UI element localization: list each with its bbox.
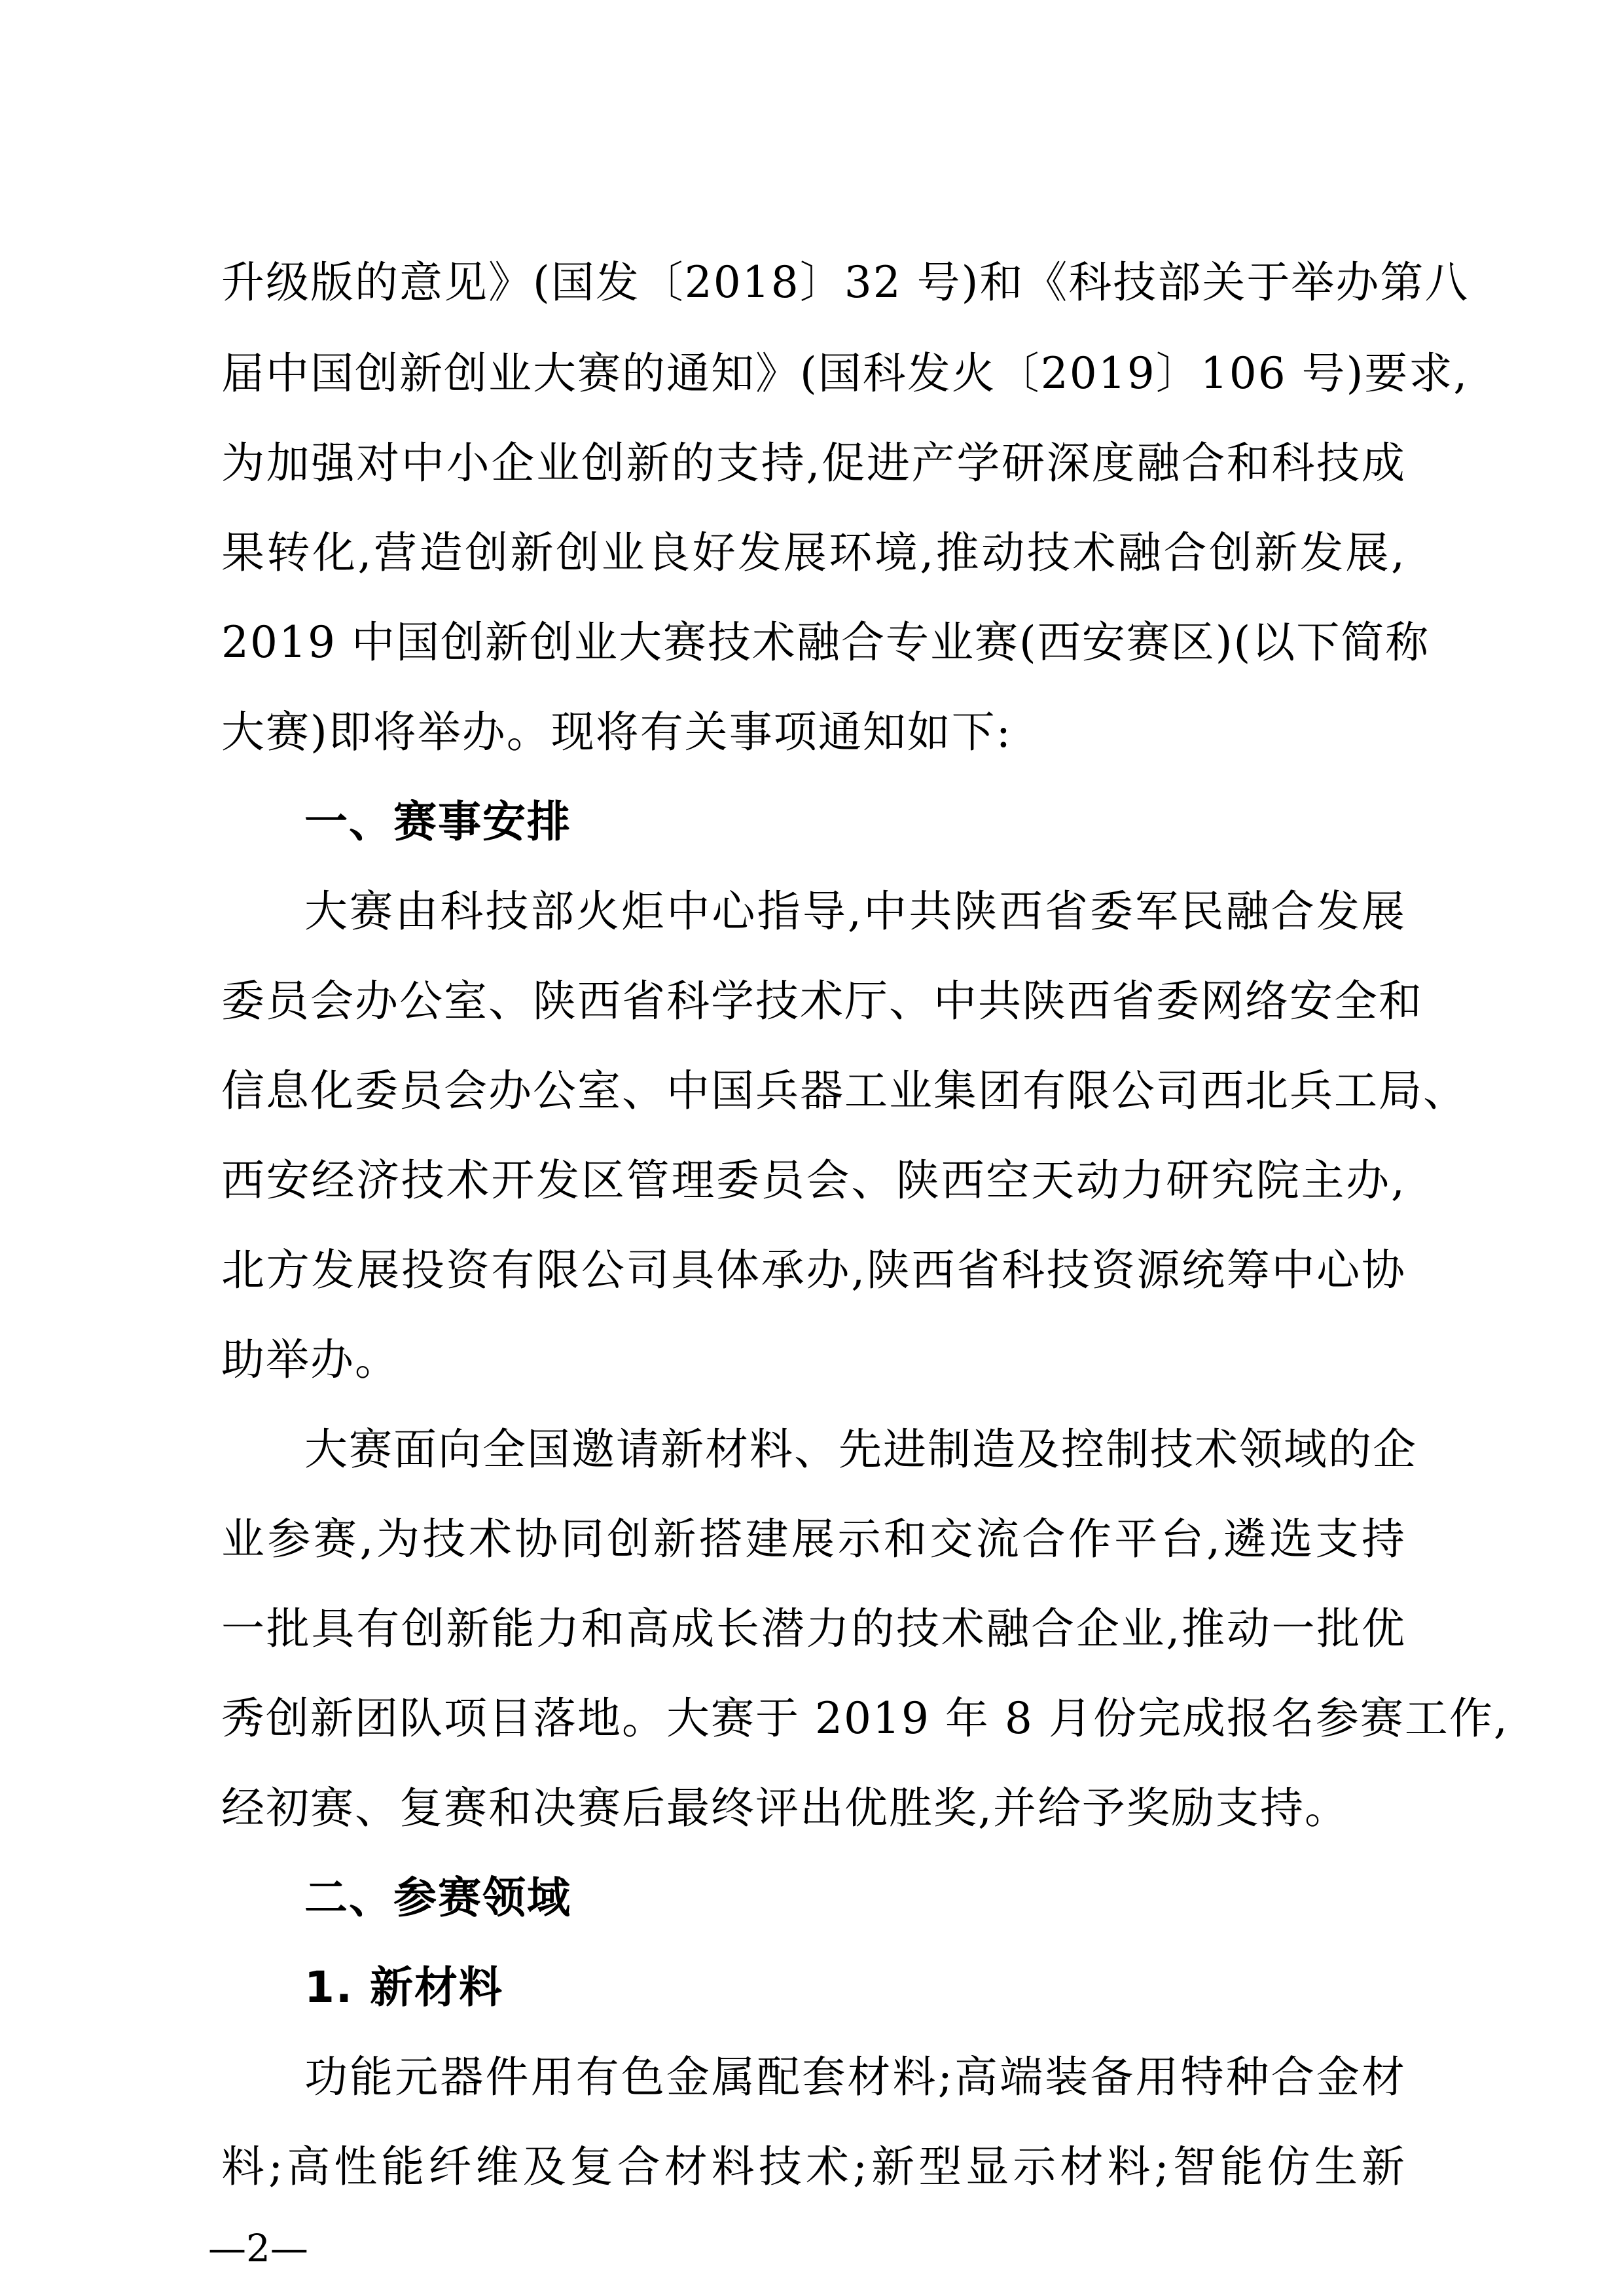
subsection-heading: 1. 新材料 xyxy=(304,1962,503,2013)
paragraph-line: 料;高性能纤维及复合材料技术;新型显示材料;智能仿生新 xyxy=(221,2142,1406,2192)
paragraph-line: 大赛)即将举办。现将有关事项通知如下: xyxy=(221,707,1012,757)
paragraph-line: 一批具有创新能力和高成长潜力的技术融合企业,推动一批优 xyxy=(221,1604,1406,1654)
page-number: —2— xyxy=(208,2226,308,2270)
section-heading: 二、参赛领域 xyxy=(304,1873,571,1923)
paragraph-line: 为加强对中小企业创新的支持,促进产学研深度融合和科技成 xyxy=(221,438,1406,488)
paragraph-line: 功能元器件用有色金属配套材料;高端装备用特种合金材 xyxy=(304,2052,1406,2102)
paragraph-line: 届中国创新创业大赛的通知》(国科发火〔2019〕106 号)要求, xyxy=(221,348,1469,399)
paragraph-line: 大赛由科技部火炬中心指导,中共陕西省委军民融合发展 xyxy=(304,886,1406,937)
paragraph-line: 业参赛,为技术协同创新搭建展示和交流合作平台,遴选支持 xyxy=(221,1514,1406,1564)
paragraph-line: 西安经济技术开发区管理委员会、陕西空天动力研究院主办, xyxy=(221,1155,1406,1206)
paragraph-line: 信息化委员会办公室、中国兵器工业集团有限公司西北兵工局、 xyxy=(221,1066,1468,1116)
paragraph-line: 大赛面向全国邀请新材料、先进制造及控制技术领域的企 xyxy=(304,1424,1417,1475)
paragraph-line: 委员会办公室、陕西省科学技术厅、中共陕西省委网络安全和 xyxy=(221,976,1423,1026)
paragraph-line: 果转化,营造创新创业良好发展环境,推动技术融合创新发展, xyxy=(221,528,1406,578)
paragraph-line: 助举办。 xyxy=(221,1335,399,1385)
paragraph-line: 北方发展投资有限公司具体承办,陕西省科技资源统筹中心协 xyxy=(221,1245,1406,1295)
section-heading: 一、赛事安排 xyxy=(304,797,571,847)
paragraph-line: 2019 中国创新创业大赛技术融合专业赛(西安赛区)(以下简称 xyxy=(221,617,1430,668)
paragraph-line: 升级版的意见》(国发〔2018〕32 号)和《科技部关于举办第八 xyxy=(221,257,1470,308)
paragraph-line: 经初赛、复赛和决赛后最终评出优胜奖,并给予奖励支持。 xyxy=(221,1783,1349,1833)
paragraph-line: 秀创新团队项目落地。大赛于 2019 年 8 月份完成报名参赛工作, xyxy=(221,1693,1509,1744)
